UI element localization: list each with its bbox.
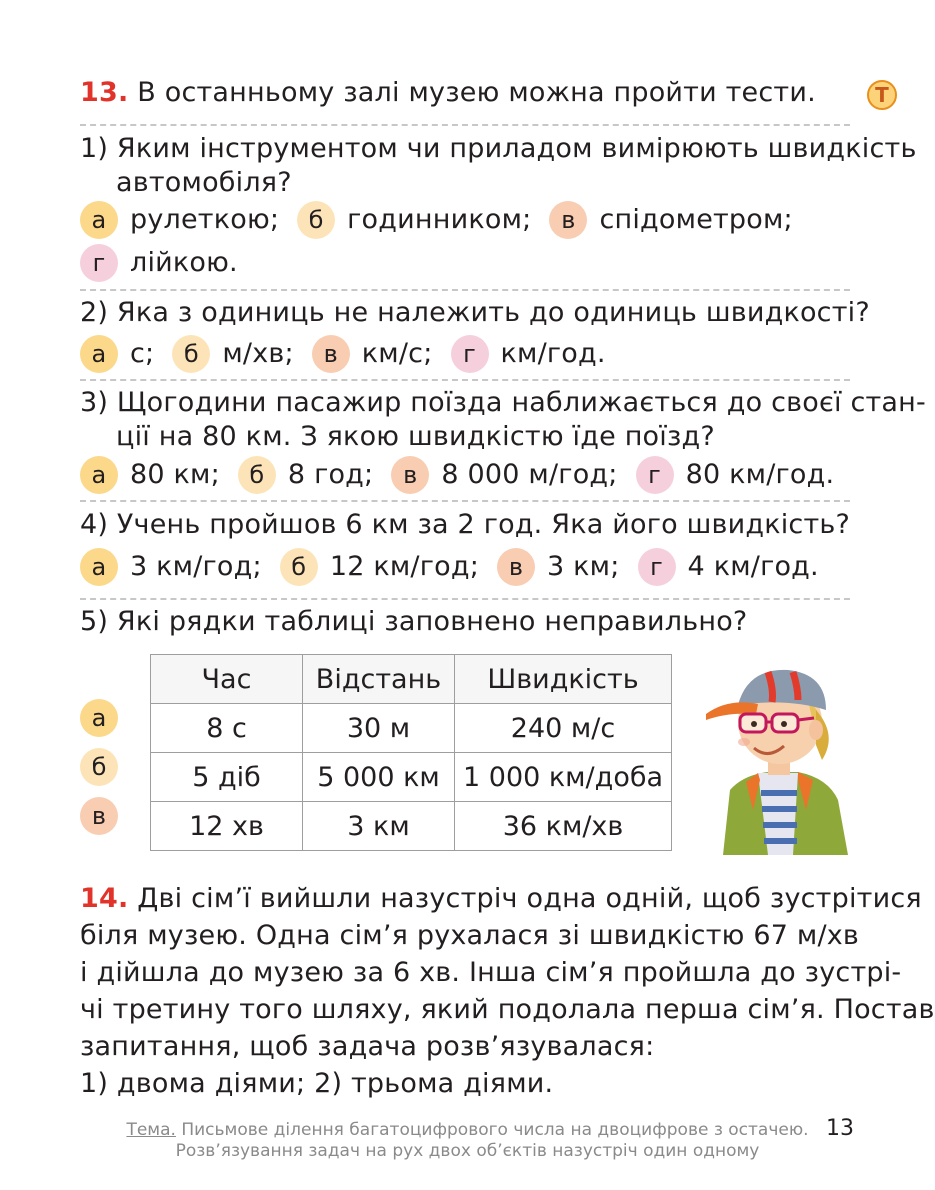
option-letter-badge: г	[638, 548, 676, 586]
task14-line5: запитання, щоб задача розв’язувалася:	[80, 1031, 655, 1062]
q2-option-a[interactable]	[80, 335, 154, 373]
table-row-a-badge[interactable]: а	[80, 699, 118, 737]
task14-line4: чі третину того шляху, який подолала перша сім’я. Постав	[80, 994, 935, 1025]
task14-number: 14.	[80, 883, 129, 914]
boy-illustration	[698, 660, 858, 855]
q4-option-v[interactable]	[497, 548, 620, 586]
task14-line3: і дійшла до музею за 6 хв. Інша сім’я пройшла до зустрі-	[80, 957, 902, 988]
option-letter-badge: г	[636, 456, 674, 494]
task14-line2: біля музею. Одна сім’я рухалася зі швидкістю 67 м/хв	[80, 920, 860, 951]
q4-text-line1: 4) Учень пройшов 6 км за 2 год. Яка його швидкість?	[80, 509, 851, 540]
q1-option-a[interactable]	[80, 201, 279, 239]
option-letter-badge: б	[297, 201, 335, 239]
option-text: 12 км/год;	[329, 551, 479, 582]
q4-option-b[interactable]	[280, 548, 479, 586]
table-row-b-badge[interactable]: б	[80, 748, 118, 786]
table-header-speed: Швидкість	[455, 655, 672, 704]
table-cell: 1 000 км/доба	[455, 753, 672, 802]
option-text: с;	[130, 338, 155, 369]
separator	[80, 598, 850, 600]
option-text: 4 км/год.	[687, 551, 819, 582]
separator	[80, 500, 850, 502]
table-header-distance: Відстань	[303, 655, 455, 704]
option-letter-badge: г	[80, 244, 118, 282]
q3-text-line1: 3) Щогодини пасажир поїзда наближається до своєї стан-	[80, 387, 926, 418]
q1-options-row1	[80, 201, 811, 239]
option-letter-badge: а	[80, 548, 118, 586]
option-letter-badge: б	[238, 456, 276, 494]
table-row	[151, 802, 672, 851]
table-row-v-badge[interactable]: в	[80, 797, 118, 835]
table-cell: 5 діб	[151, 753, 303, 802]
option-text: км/год.	[500, 338, 606, 369]
q3-option-b[interactable]	[238, 456, 373, 494]
option-text: рулеткою;	[130, 204, 280, 235]
q1-option-g[interactable]	[80, 244, 238, 282]
table-cell: 5 000 км	[303, 753, 455, 802]
separator	[80, 289, 850, 291]
q4-option-g[interactable]	[638, 548, 819, 586]
footer-topic-label: Тема.	[126, 1120, 176, 1140]
option-text: км/с;	[361, 338, 433, 369]
footer-topic-line2: Розв’язування задач на рух двох об’єктів назустріч один одному	[175, 1141, 760, 1161]
footer-topic-line1: Письмове ділення багатоцифрового числа на двоцифрове з остачею.	[181, 1120, 809, 1140]
option-letter-badge: а	[80, 335, 118, 373]
task13-text: В останньому залі музею можна пройти тести.	[137, 77, 816, 108]
option-letter-badge: в	[391, 456, 429, 494]
option-letter-badge: в	[312, 335, 350, 373]
table-cell: 3 км	[303, 802, 455, 851]
q3-option-v[interactable]	[391, 456, 617, 494]
option-text: лійкою.	[130, 247, 238, 278]
test-badge-icon: Т	[867, 80, 897, 110]
q4-options	[80, 548, 837, 586]
task13-number: 13.	[80, 77, 129, 108]
q5-text-line1: 5) Які рядки таблиці заповнено неправильно?	[80, 606, 748, 637]
q3-text-line2: ції на 80 км. З якою швидкістю їде поїзд?	[116, 421, 715, 452]
option-text: спідометром;	[599, 204, 793, 235]
option-text: м/хв;	[222, 338, 294, 369]
q3-option-g[interactable]	[636, 456, 835, 494]
option-letter-badge: в	[549, 201, 587, 239]
task14-line1	[80, 882, 922, 916]
table-header-time: Час	[151, 655, 303, 704]
q3-option-a[interactable]	[80, 456, 220, 494]
option-text: 80 км/год.	[685, 459, 835, 490]
option-letter-badge: а	[80, 201, 118, 239]
q1-option-v[interactable]	[549, 201, 792, 239]
q1-text-line2: автомобіля?	[116, 167, 292, 198]
q2-text-line1: 2) Яка з одиниць не належить до одиниць швидкості?	[80, 297, 870, 328]
q2-option-b[interactable]	[172, 335, 293, 373]
table-row	[151, 704, 672, 753]
option-text: 8 000 м/год;	[441, 459, 618, 490]
table-cell: 30 м	[303, 704, 455, 753]
q2-option-g[interactable]	[451, 335, 606, 373]
option-text: 3 км;	[547, 551, 620, 582]
option-letter-badge: г	[451, 335, 489, 373]
task13-heading	[80, 76, 816, 110]
speed-table	[150, 654, 672, 851]
option-letter-badge: в	[497, 548, 535, 586]
option-text: 8 год;	[287, 459, 374, 490]
q3-options	[80, 456, 852, 494]
separator	[80, 379, 850, 381]
table-cell: 8 с	[151, 704, 303, 753]
table-cell: 36 км/хв	[455, 802, 672, 851]
table-header-row	[151, 655, 672, 704]
q1-options-row2	[80, 244, 256, 282]
page-number: 13	[826, 1116, 854, 1141]
table-cell: 240 м/с	[455, 704, 672, 753]
option-text: 3 км/год;	[130, 551, 262, 582]
option-letter-badge: а	[80, 456, 118, 494]
separator	[80, 124, 850, 126]
option-letter-badge: б	[280, 548, 318, 586]
q1-text-line1: 1) Яким інструментом чи приладом вимірюють швидкість	[80, 133, 917, 164]
table-cell: 12 хв	[151, 802, 303, 851]
q1-option-b[interactable]	[297, 201, 531, 239]
q2-options	[80, 335, 624, 373]
q4-option-a[interactable]	[80, 548, 262, 586]
option-text: годинником;	[347, 204, 532, 235]
task14-line6: 1) двома діями; 2) трьома діями.	[80, 1068, 554, 1099]
task14-text: Дві сім’ї вийшли назустріч одна одній, щоб зустрітися	[137, 883, 922, 914]
footer-topic	[0, 1120, 935, 1140]
option-letter-badge: б	[172, 335, 210, 373]
option-text: 80 км;	[130, 459, 220, 490]
q2-option-v[interactable]	[312, 335, 433, 373]
table-row	[151, 753, 672, 802]
